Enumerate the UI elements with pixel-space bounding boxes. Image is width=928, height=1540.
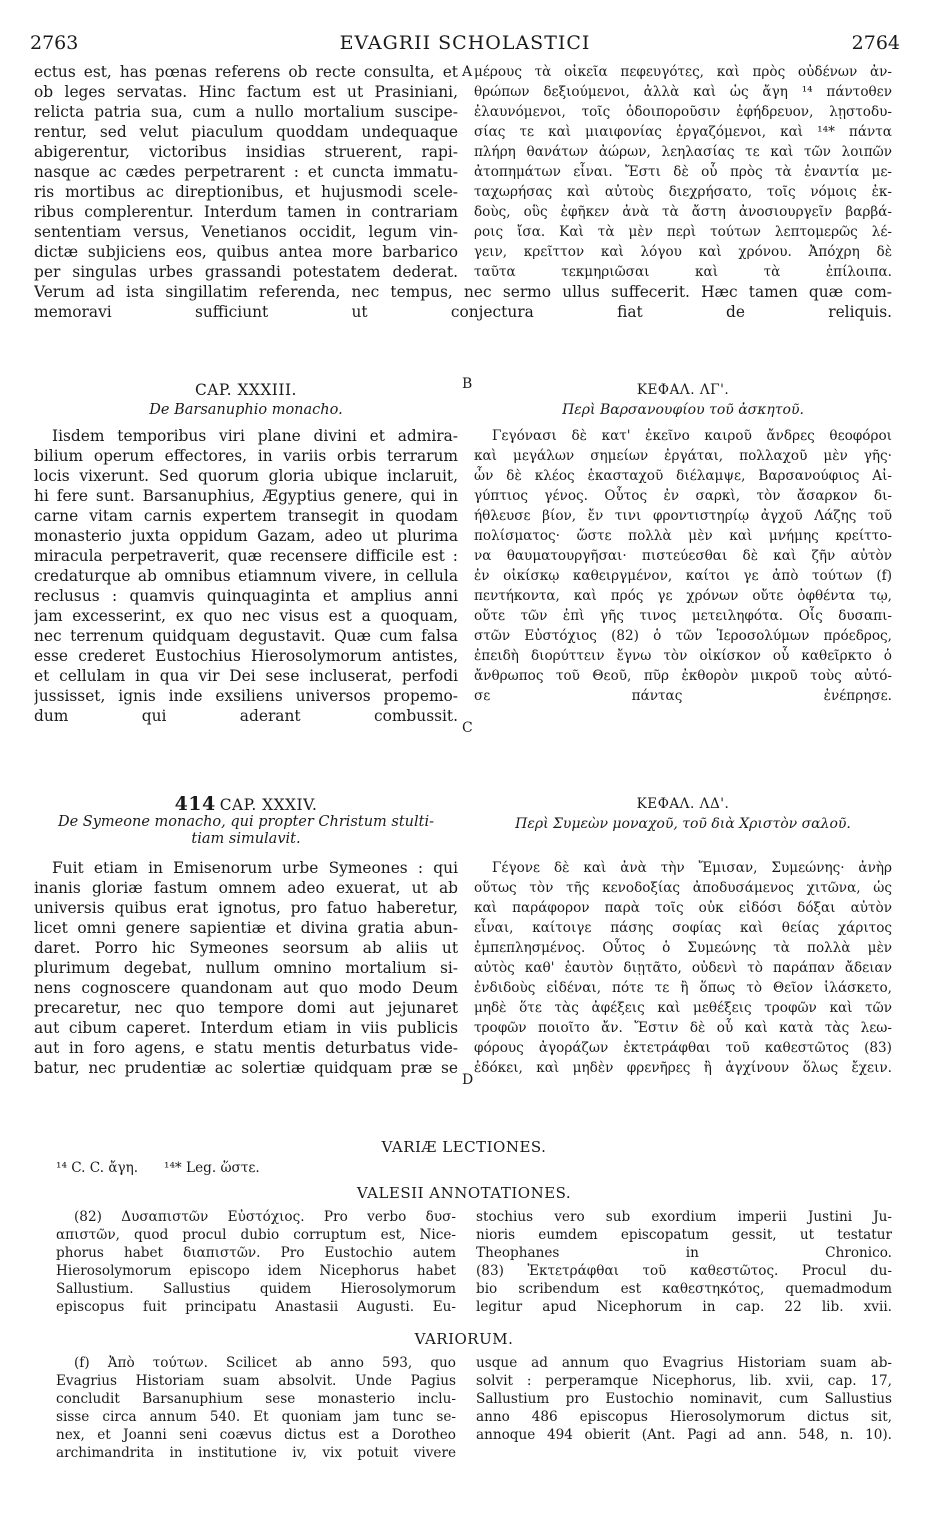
latin-line: aut in foro agens, e statu mentis deturbatus vide- — [34, 1039, 458, 1057]
note-line: Sallustium. Sallustius quidem Hierosolymorum — [56, 1281, 456, 1297]
cap33-latin-body — [34, 426, 458, 726]
note-line: usque ad annum quo Evagrius Historiam suam ab- — [476, 1355, 892, 1371]
latin-line: precaretur, nec quo tempore domi aut jejunaret — [34, 999, 458, 1017]
greek-line: ἐλαυνόμενοι, τοῖς ὁδοιποροῦσιν ἐφήδρευον, λῃστοδυ- — [474, 104, 892, 120]
note-line: phorus habet διαπιστῶν. Pro Eustochio autem — [56, 1245, 456, 1261]
cap33-greek-subtitle: Περὶ Βαρσανουφίου τοῦ ἀσκητοῦ. — [562, 402, 804, 418]
note-line: anno 486 episcopus Hierosolymorum dictus sit, — [476, 1409, 892, 1425]
marginal-number: 414 — [174, 794, 216, 814]
note-line: (83) Ἐκτετράφθαι τοῦ καθεστῶτος. Procul du- — [476, 1263, 892, 1279]
running-title: EVAGRII SCHOLASTICI — [339, 32, 591, 54]
greek-line: εἶναι, καίτοιγε πάσης σοφίας καὶ θείας χάριτος — [474, 920, 892, 936]
greek-line: μηδὲ ὅτε τὰς ἀφέξεις καὶ μεθέξεις τροφῶν καὶ τῶν — [474, 1000, 892, 1016]
latin-line: Iisdem temporibus viri plane divini et admira- — [52, 427, 458, 445]
greek-line: ἐπειδὴ διορύττειν ἔγνω τὸν οἰκίσκον οὗ καθεῖρκτο ὁ — [474, 648, 892, 664]
cap34-greek — [474, 794, 892, 1078]
greek-line: δοὺς, οὓς ἐφῆκεν ἀνὰ τὰ ἄστη ἀνοσιουργεῖν βαρβά- — [474, 204, 892, 220]
variorum-right-column — [476, 1354, 892, 1444]
latin-line: Fuit etiam in Emisenorum urbe Symeones : qui — [52, 859, 458, 877]
greek-line: ταχωρήσας καὶ αὐτοὺς διεχρήσατο, τοῖς νόμοις ἐκ- — [474, 184, 892, 200]
page-number-right: 2764 — [851, 32, 900, 54]
greek-line: στῶν Εὐστόχιος (82) ὁ τῶν Ἱεροσολύμων πρόεδρος, — [474, 628, 892, 644]
latin-line: rentur, sed velut piaculum quoddam undequaque — [34, 123, 458, 141]
greek-line: γειν, κρεῖττον καὶ λόγου καὶ χρόνου. Ἀπόχρη δὲ — [474, 244, 892, 260]
greek-line: ἐδόκει, καὶ μηδὲν φρενῆρες ἢ ἀγχίνουν ὅλως ἔχειν. — [474, 1060, 892, 1076]
greek-line: καὶ παράφορον παρὰ τοῖς οὐκ εἰδόσι δόξαι αὐτὸν — [474, 900, 892, 916]
cap34-latin-title-text: CAP. XXXIV. — [219, 796, 318, 814]
variae-lectiones-heading: VARIÆ LECTIONES. — [381, 1138, 547, 1156]
greek-line: πλήρη θανάτων ἀώρων, λεηλασίας τε καὶ τῶν λοιπῶν — [474, 144, 892, 160]
greek-line: ἄνθρωπος τοῦ Θεοῦ, πῦρ ἐκθορὸν μικροῦ τοὺς αὐτό- — [474, 668, 892, 684]
greek-line: καὶ μεγάλων σημείων ἐργάται, πολλαχοῦ μὲν γῆς· — [474, 448, 892, 464]
variorum-left-column — [56, 1354, 456, 1462]
latin-line: monasterio juxta oppidum Gazam, adeo ut plurima — [34, 527, 458, 545]
page-number-left: 2763 — [30, 32, 79, 54]
latin-line: carne vitam carnis expertem transegit in quodam — [34, 507, 458, 525]
latin-line: inanis gloriæ fastum omnem adeo exuerat, ut ab — [34, 879, 458, 897]
note-line: Sallustium pro Eustochio nominavit, cum Sallustius — [476, 1391, 892, 1407]
latin-line: abigerentur, victoribus insidias struerent, rapi- — [34, 143, 458, 161]
greek-line: γύπτιος γένος. Οὗτος ἐν σαρκὶ, τὸν ἄσαρκον δι- — [474, 488, 892, 504]
latin-line: ob leges servatas. Hinc factum est ut Prasiniani, — [34, 83, 458, 101]
greek-line: ὧν δὲ κλέος ἑκασταχοῦ διέλαμψε, Βαρσανούφιος Αἰ- — [474, 468, 892, 484]
note-line: nex, et Joanni seni coævus dictus est a Dorotheo — [56, 1427, 456, 1443]
margin-letter-c: C — [462, 720, 473, 736]
latin-line: bilium operum effectores, in variis orbis terrarum — [34, 447, 458, 465]
running-header — [30, 32, 900, 56]
latin-line: dictæ subjiciens eos, quibus antea more barbarico — [34, 243, 458, 261]
latin-line: licet omni genere sapientiæ et divina gratia abun- — [34, 919, 458, 937]
latin-line: aut cibum caperet. Interdum etiam in viis publicis — [34, 1019, 458, 1037]
greek-line: φόρους ἀγοράζων ἐκτετράφθαι τοῦ καθεστῶτος (83) — [474, 1040, 892, 1056]
note-line: bio scribendum est καθεστηκότος, quemadmodum — [476, 1281, 892, 1297]
variae-lectiones-line: ¹⁴ C. C. ἄγη. ¹⁴* Leg. ὥστε. — [56, 1160, 260, 1176]
note-line: (f) Ἀπὸ τούτων. Scilicet ab anno 593, quo — [74, 1355, 456, 1371]
greek-line: οὔτε τῶν ἐπὶ γῆς τινος μετειληφότα. Οἷς δυσαπι- — [474, 608, 892, 624]
greek-line: ήθλευσε βίον, ἔν τινι φροντιστηρίῳ ἀγχοῦ Λάζης τοῦ — [474, 508, 892, 524]
latin-line: batur, nec prudentiæ ac solertiæ quidquam præ se — [34, 1059, 458, 1077]
latin-line: et cellulam in qua vir Dei sese incluserat, perfodi — [34, 667, 458, 685]
note-line: Evagrius Historiam suam absolvit. Unde Pagius — [56, 1373, 456, 1389]
greek-line: Γεγόνασι δὲ κατ' ἐκεῖνο καιροῦ ἄνδρες θεοφόροι — [492, 428, 892, 444]
latin-line: nens cognoscere quandonam aut quo modo Deum — [34, 979, 458, 997]
latin-line: relicta patria sua, cum a nullo mortalium suscipe- — [34, 103, 458, 121]
latin-line: hi fere sunt. Barsanuphius, Ægyptius genere, qui in — [34, 487, 458, 505]
note-line: nioris eumdem episcopatum gessit, ut testatur — [476, 1227, 892, 1243]
latin-line: memoravi sufficiunt ut conjectura fiat de reliquis. — [34, 303, 892, 321]
greek-line: να θαυματουργῆσαι· πιστεύεσθαι δὲ καὶ ζῆν αὐτὸν — [474, 548, 892, 564]
greek-line: πολίσματος· ὥστε πολλὰ μὲν καὶ μνήμης κρείττο- — [474, 528, 892, 544]
latin-line: ribus complerentur. Interdum tamen in contrariam — [34, 203, 458, 221]
note-line: απιστῶν, quod procul dubio corruptum est, Nice- — [56, 1227, 456, 1243]
latin-line: Verum ad ista singillatim referenda, nec tempus, nec sermo ullus suffecerit. Hæc tamen quæ com- — [34, 283, 892, 301]
valesii-heading: VALESII ANNOTATIONES. — [356, 1184, 572, 1202]
note-line: legitur apud Nicephorum in cap. 22 lib. xvii. — [476, 1299, 892, 1315]
latin-line: daret. Porro hic Symeones seorsum ab aliis ut — [34, 939, 458, 957]
cap33-latin-subtitle: De Barsanuphio monacho. — [149, 402, 343, 418]
latin-line: per singulas urbes grassandi potestatem dederat. — [34, 263, 458, 281]
cap34-greek-title: ΚΕΦΑΛ. ΛΔ'. — [636, 796, 730, 812]
greek-line: οὕτως τὸν τῆς κενοδοξίας ἀποδυσάμενος χιτῶνα, ὡς — [474, 880, 892, 896]
latin-line: ris mortibus ac direptionibus, et hujusmodi scele- — [34, 183, 458, 201]
note-line: Hierosolymorum episcopo idem Nicephorus habet — [56, 1263, 456, 1279]
greek-line: ἀτοπημάτων εἶναι. Ἔστι δὲ οὗ πρὸς τὰ ἐναντία με- — [474, 164, 892, 180]
greek-line: ταῦτα τεκμηριῶσαι καὶ τὰ ἐπίλοιπα. — [474, 264, 892, 280]
cap34-latin-subtitle-1: De Symeone monacho, qui propter Christum stulti- — [57, 814, 435, 830]
greek-line: ἐμπεπλησμένος. Οὗτος ὁ Συμεώνης τὰ πολλὰ μὲν — [474, 940, 892, 956]
latin-line: sententiam versus, Venetianos occidit, legum vin- — [34, 223, 458, 241]
greek-line: Γέγονε δὲ καὶ ἀνὰ τὴν Ἔμισαν, Συμεώνης· ἀνὴρ — [492, 860, 892, 876]
greek-line: ἐν οἰκίσκῳ καθειργμένον, καίτοι γε ἀπὸ τούτων (f) — [474, 568, 892, 584]
latin-line: plurimum degebat, nullum omnino mortalium si- — [34, 959, 458, 977]
note-line: stochius vero sub exordium imperii Justini Ju- — [476, 1209, 892, 1225]
variorum-heading: VARIORUM. — [414, 1330, 514, 1348]
cap34-greek-body — [474, 858, 892, 1078]
cap33-greek — [474, 380, 892, 706]
greek-line: σε πάντας ἐνέπρησε. — [474, 688, 892, 704]
cap33-greek-body — [474, 426, 892, 706]
note-line: Theophanes in Chronico. — [476, 1245, 892, 1261]
latin-full-width — [34, 282, 892, 322]
greek-line: θρώπων δεξιούμενοι, ἀλλὰ καὶ ὡς ἄγη ¹⁴ πάντοθεν — [474, 84, 892, 100]
cap33-greek-title: ΚΕΦΑΛ. ΛΓ'. — [636, 382, 730, 398]
latin-line: locis vixerunt. Sed quorum gloria ubique inclaruit, — [34, 467, 458, 485]
note-line: annoque 494 obierit (Ant. Pagi ad ann. 548, n. 10). — [476, 1427, 892, 1443]
valesii-right-column — [476, 1208, 892, 1316]
latin-column-top — [34, 62, 458, 282]
note-line: concludit Barsanuphium sese monasterio inclu- — [56, 1391, 456, 1407]
margin-letter-d: D — [462, 1072, 474, 1088]
note-line: sisse circa annum 540. Et quoniam jam tunc se- — [56, 1409, 456, 1425]
cap34-latin-body — [34, 858, 458, 1078]
note-line: (82) Δυσαπιστῶν Εὐστόχιος. Pro verbo δυσ- — [74, 1209, 456, 1225]
note-line: episcopus fuit principatu Anastasii Augusti. Eu- — [56, 1299, 456, 1315]
greek-column-top — [474, 62, 892, 282]
greek-line: τροφῶν ποιοῖτο ἄν. Ἔστιν δὲ οὗ καὶ κατὰ τὰς λεω- — [474, 1020, 892, 1036]
margin-letter-a: A — [462, 64, 473, 80]
latin-line: nasque ac cædes perpetrarent : et cuncta immatu- — [34, 163, 458, 181]
cap34-latin-title — [34, 794, 458, 814]
cap33-latin — [34, 380, 458, 726]
margin-letter-b: B — [462, 376, 473, 392]
latin-line: universis quibus erat ignotus, pro fatuo haberetur, — [34, 899, 458, 917]
cap34-latin-subtitle-2: tiam simulavit. — [191, 831, 301, 847]
latin-line: nec terrenum quidquam degustavit. Quæ cum falsa — [34, 627, 458, 645]
greek-line: μέρους τὰ οἰκεῖα πεφευγότες, καὶ πρὸς οὐδένων ἀν- — [474, 64, 892, 80]
valesii-left-column — [56, 1208, 456, 1316]
greek-line: πεντήκοντα, καὶ πρός γε χρόνων οὔτε ὀφθέντα τῳ, — [474, 588, 892, 604]
latin-line: esse crederet Eustochius Hierosolymorum antistes, — [34, 647, 458, 665]
latin-line: jussisset, ignis inde exsiliens universos propemo- — [34, 687, 458, 705]
greek-line: ἐνδιδοὺς εἰδέναι, πότε τε ἢ ὅπως τὸ Θεῖον ἱλάσκετο, — [474, 980, 892, 996]
greek-line: ροις ἴσα. Καὶ τὰ μὲν περὶ τούτων λεπτομερῶς λέ- — [474, 224, 892, 240]
latin-line: ectus est, has pœnas referens ob recte consulta, et — [34, 63, 458, 81]
greek-line: σίας τε καὶ μιαιφονίας ἐργαζόμενοι, καὶ ¹⁴* πάντα — [474, 124, 892, 140]
latin-line: jam excesserint, ex quo nec visus est a quoquam, — [34, 607, 458, 625]
cap33-latin-title: CAP. XXXIII. — [195, 381, 297, 399]
cap34-latin — [34, 794, 458, 1078]
note-line: archimandrita in institutione iv, vix potuit vivere — [56, 1445, 456, 1461]
latin-line: miracula perpetraverit, quæ recensere difficile est : — [34, 547, 458, 565]
cap34-greek-subtitle: Περὶ Συμεὼν μοναχοῦ, τοῦ διὰ Χριστὸν σαλοῦ. — [515, 816, 851, 832]
note-line: solvit : perperamque Nicephorus, lib. xvii, cap. 17, — [476, 1373, 892, 1389]
greek-line: αὐτὸς καθ' ἑαυτὸν διῃτᾶτο, οὐδενὶ τὸ παράπαν ἄδειαν — [474, 960, 892, 976]
latin-line: dum qui aderant combussit. — [34, 707, 458, 725]
latin-line: credaturque ab omnibus etiamnum vivere, in cellula — [34, 567, 458, 585]
latin-line: reclusus : quamvis quinquaginta et amplius anni — [34, 587, 458, 605]
